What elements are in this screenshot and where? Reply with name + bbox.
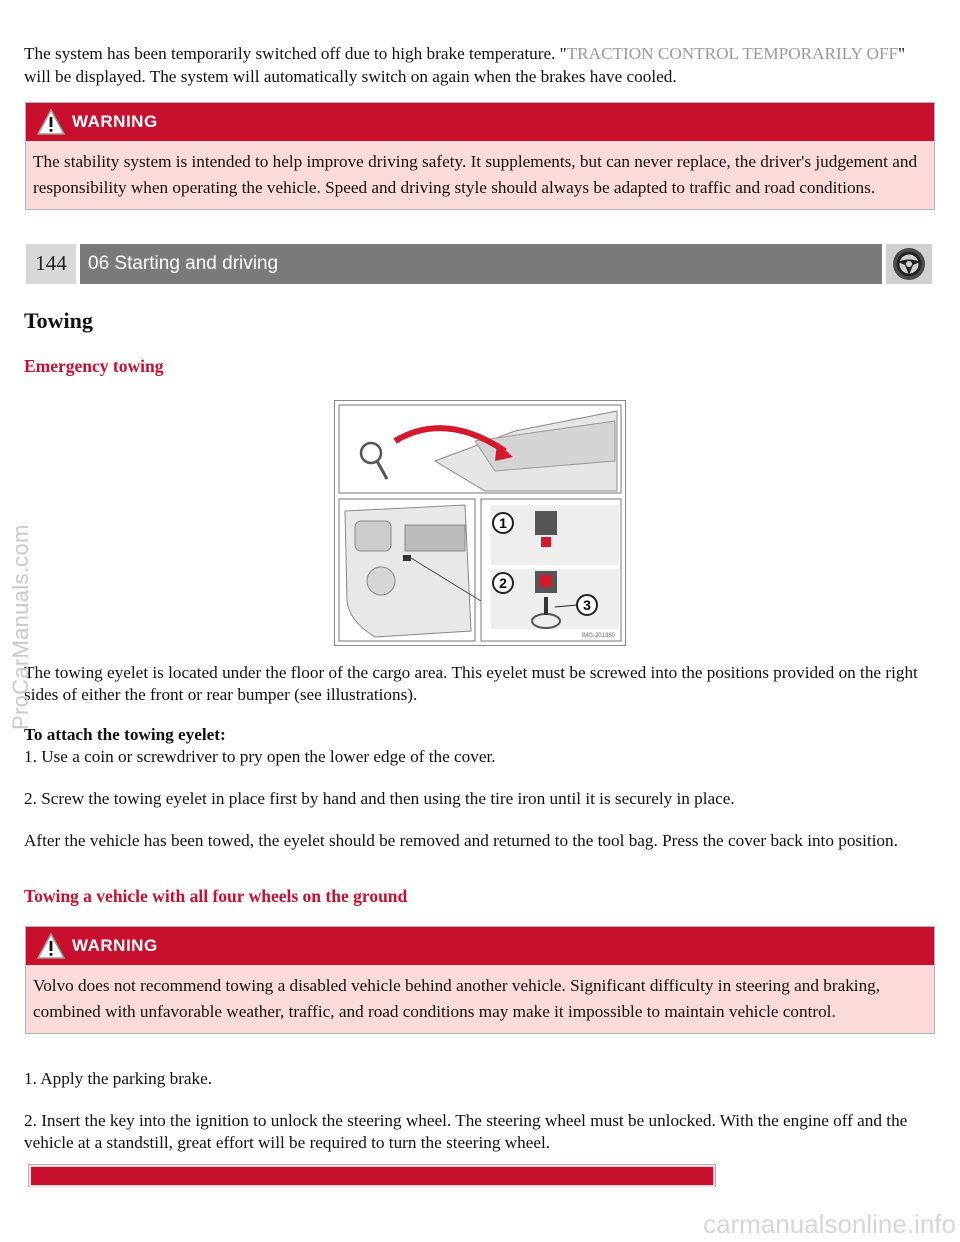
warning-label: WARNING <box>72 112 158 131</box>
status-message: TRACTION CONTROL TEMPORARILY OFF <box>566 44 899 63</box>
warning-box-towing <box>25 926 935 1034</box>
page-number: 144 <box>26 244 76 284</box>
attach-step-2: 2. Screw the towing eyelet in place first by hand and then using the tire iron until it is securely in place. <box>24 789 735 808</box>
attach-step-1: 1. Use a coin or screwdriver to pry open the lower edge of the cover. <box>24 747 496 766</box>
section-title: Towing <box>24 308 93 333</box>
warning-box-stability <box>25 102 935 210</box>
chapter-title: 06 Starting and driving <box>80 244 882 284</box>
towing-step-2: 2. Insert the key into the ignition to unlock the steering wheel. The steering wheel must be unlocked. With the engine off and the vehicle at a standstill, great effort will be required to turn the steering wheel. <box>24 1111 908 1152</box>
chapter-header <box>26 244 932 284</box>
paragraph-eyelet-location: The towing eyelet is located under the floor of the cargo area. This eyelet must be screwed into the positions provided on the right sides of either the front or rear bumper (see illustrations). <box>24 663 918 704</box>
warning-label: WARNING <box>72 936 158 955</box>
side-watermark: ProCarManuals.com <box>8 524 33 730</box>
chapter-icon-box <box>886 244 932 284</box>
attach-title: To attach the towing eyelet: <box>24 725 226 744</box>
figure-label-3: 3 <box>583 597 591 613</box>
warning-triangle-icon <box>36 932 66 960</box>
intro-paragraph: The system has been temporarily switched off due to high brake temperature. "TRACTION CONTROL TEMPORARILY OFF" will be displayed. The system will automatically switch on again when the brakes have cooled. <box>24 44 906 86</box>
towing-step-1: 1. Apply the parking brake. <box>24 1069 213 1088</box>
warning-header <box>26 927 934 965</box>
warning-text: The stability system is intended to help improve driving safety. It supplements, but can never replace, the driver's judgement and responsibility when operating the vehicle. Speed and driving style should always be adapted to traffic and road conditions. <box>33 152 918 197</box>
warning-triangle-icon <box>36 108 66 136</box>
subsection-title-emergency: Emergency towing <box>24 356 164 376</box>
illustration-drawing <box>335 401 625 645</box>
paragraph-after-towing: After the vehicle has been towed, the eyelet should be removed and returned to the tool bag. Press the cover back into position. <box>24 831 898 850</box>
towing-eyelet-illustration <box>334 400 626 646</box>
next-warning-box-top <box>28 1164 716 1187</box>
warning-header <box>26 103 934 141</box>
subsection-title-four-wheels: Towing a vehicle with all four wheels on the ground <box>24 886 408 906</box>
figure-code: IMG-201380 <box>581 633 615 639</box>
figure-label-2: 2 <box>499 575 507 591</box>
steering-wheel-icon <box>891 246 927 282</box>
footer-watermark: carmanualsonline.info <box>703 1209 956 1239</box>
figure-label-1: 1 <box>499 515 507 531</box>
warning-text: Volvo does not recommend towing a disabled vehicle behind another vehicle. Significant difficulty in steering and braking, combined with unfavorable weather, traffic, and road conditions may make it impossible to maintain vehicle control. <box>33 976 881 1021</box>
